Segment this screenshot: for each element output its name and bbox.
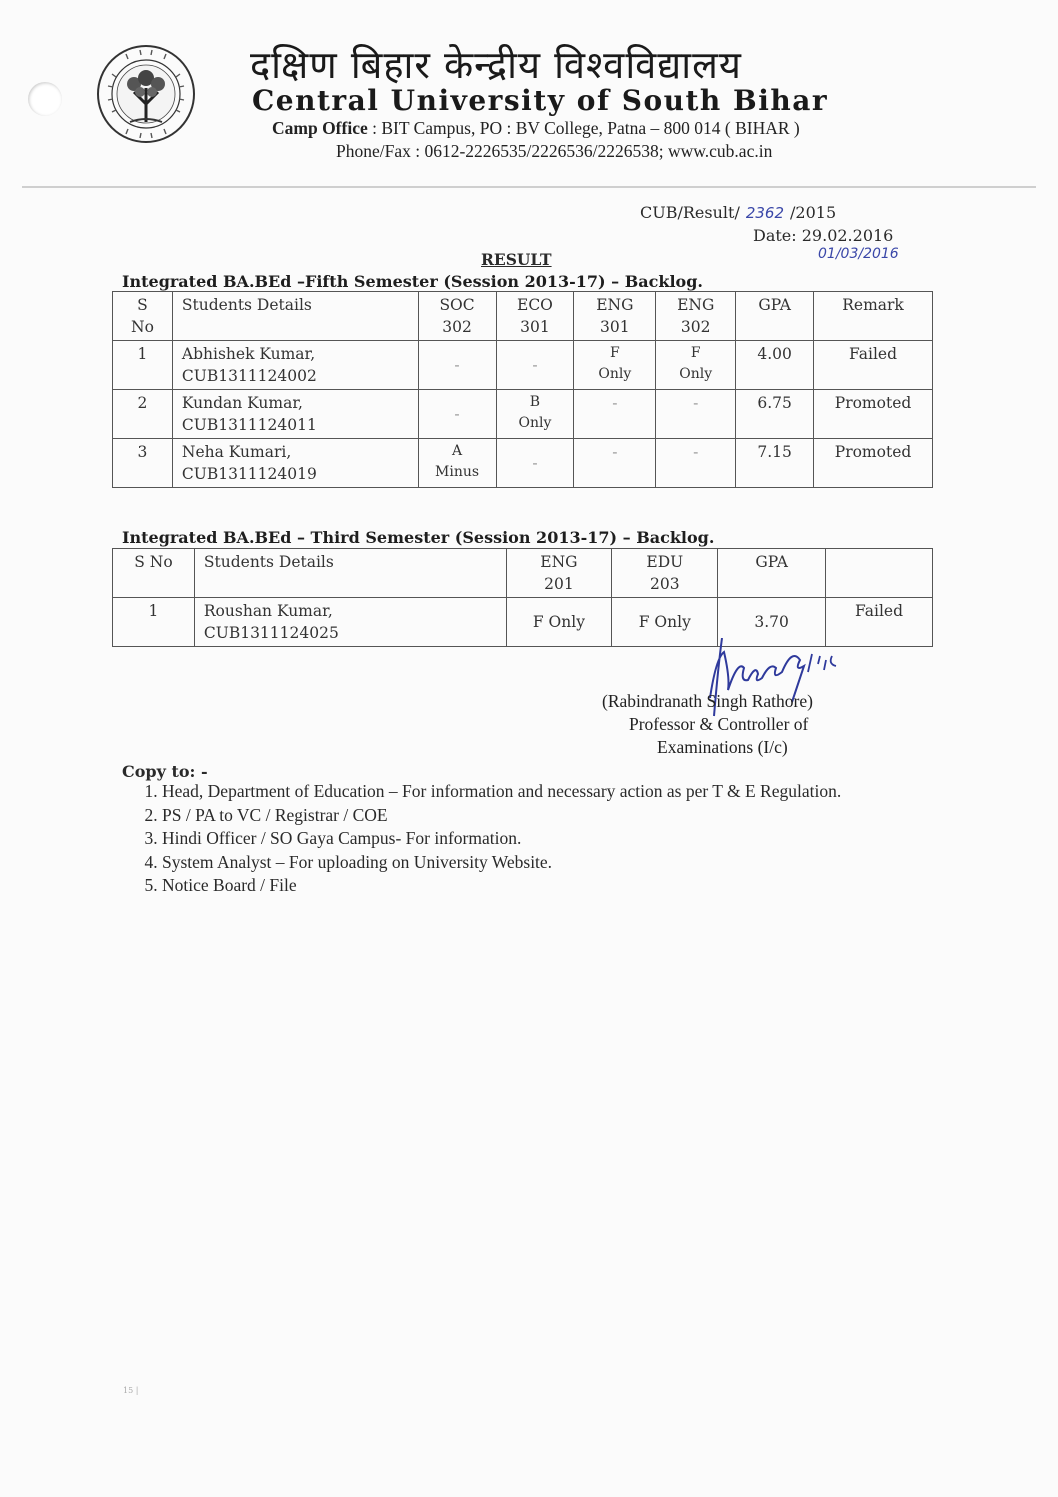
signatory-title-2: Examinations (I/c) <box>657 737 788 757</box>
grade-cell: - <box>656 390 736 439</box>
phone-fax-website: Phone/Fax : 0612-2226535/2226536/2226538; www.cub.ac.in <box>336 141 773 161</box>
grade-cell: - <box>574 439 656 488</box>
punch-hole <box>28 82 62 116</box>
header-cell: EDU 203 <box>612 549 718 598</box>
header-cell: GPA <box>736 292 814 341</box>
university-name-english: Central University of South Bihar <box>252 84 829 117</box>
third-semester-title: Integrated BA.BEd – Third Semester (Session 2013-17) – Backlog. <box>122 528 715 547</box>
grade-cell: - <box>496 439 574 488</box>
signatory-block <box>602 690 813 759</box>
student-details-cell: Neha Kumari, CUB1311124019 <box>172 439 418 488</box>
header-cell: SOC 302 <box>418 292 496 341</box>
copy-to-list <box>122 780 962 898</box>
list-item: 1. Head, Department of Education – For information and necessary action as per T & E Regulation. <box>162 780 962 804</box>
list-item: 2. PS / PA to VC / Registrar / COE <box>162 804 962 828</box>
list-item: 4. System Analyst – For uploading on University Website. <box>162 851 962 875</box>
grade-cell: F Only <box>656 341 736 390</box>
gpa-cell: 3.70 <box>718 598 826 647</box>
handwritten-date: 01/03/2016 <box>818 246 899 262</box>
sno-cell: 1 <box>113 598 195 647</box>
grade-cell: A Minus <box>418 439 496 488</box>
signatory-name: (Rabindranath Singh Rathore) <box>602 691 813 711</box>
gpa-cell: 4.00 <box>736 341 814 390</box>
header-cell: S No <box>113 549 195 598</box>
ref-year: /2015 <box>790 203 837 222</box>
header-cell: ECO 301 <box>496 292 574 341</box>
grade-cell: - <box>574 390 656 439</box>
svg-text:1/3/16: 1/3/16 <box>808 656 854 672</box>
table-row <box>113 390 933 439</box>
header-cell: Students Details <box>172 292 418 341</box>
header-cell: ENG 302 <box>656 292 736 341</box>
camp-office-detail: : BIT Campus, PO : BV College, Patna – 800 014 ( BIHAR ) <box>372 118 800 138</box>
university-seal-logo <box>96 44 196 144</box>
grade-cell: - <box>496 341 574 390</box>
sno-cell: 2 <box>113 390 173 439</box>
list-item: 3. Hindi Officer / SO Gaya Campus- For information. <box>162 827 962 851</box>
ref-prefix: CUB/Result/ <box>640 203 740 222</box>
student-details-cell: Abhishek Kumar, CUB1311124002 <box>172 341 418 390</box>
header-cell: ENG 201 <box>506 549 612 598</box>
grade-cell: - <box>418 341 496 390</box>
header-cell: S No <box>113 292 173 341</box>
header-divider <box>22 186 1036 188</box>
fifth-semester-title: Integrated BA.BEd –Fifth Semester (Session 2013-17) – Backlog. <box>122 272 703 291</box>
header-cell <box>826 549 933 598</box>
header-cell: GPA <box>718 549 826 598</box>
sno-cell: 1 <box>113 341 173 390</box>
header-cell: Remark <box>814 292 933 341</box>
remark-cell: Failed <box>814 341 933 390</box>
copy-to-label: Copy to: - <box>122 762 208 781</box>
reference-number <box>640 203 836 222</box>
table-row <box>113 341 933 390</box>
list-item: 5. Notice Board / File <box>162 874 962 898</box>
header-cell: ENG 301 <box>574 292 656 341</box>
university-name-hindi: दक्षिण बिहार केन्द्रीय विश्वविद्यालय <box>250 43 742 87</box>
grade-cell: F Only <box>612 598 718 647</box>
third-semester-table <box>112 548 933 647</box>
grade-cell: F Only <box>506 598 612 647</box>
fifth-semester-table <box>112 291 933 488</box>
header-cell: Students Details <box>194 549 506 598</box>
table-header-row <box>113 292 933 341</box>
table-row <box>113 439 933 488</box>
signatory-title-1: Professor & Controller of <box>629 714 809 734</box>
grade-cell: - <box>418 390 496 439</box>
result-heading: RESULT <box>481 250 552 269</box>
remark-cell: Promoted <box>814 390 933 439</box>
remark-cell: Promoted <box>814 439 933 488</box>
grade-cell: F Only <box>574 341 656 390</box>
grade-cell: B Only <box>496 390 574 439</box>
gpa-cell: 6.75 <box>736 390 814 439</box>
student-details-cell: Roushan Kumar, CUB1311124025 <box>194 598 506 647</box>
table-header-row <box>113 549 933 598</box>
camp-office-label: Camp Office <box>272 118 368 138</box>
camp-office-address <box>272 118 800 139</box>
page-footer: 15 | <box>123 1386 139 1395</box>
sno-cell: 3 <box>113 439 173 488</box>
gpa-cell: 7.15 <box>736 439 814 488</box>
document-date: Date: 29.02.2016 <box>753 226 894 245</box>
ref-number-handwritten: 2362 <box>745 204 785 222</box>
grade-cell: - <box>656 439 736 488</box>
student-details-cell: Kundan Kumar, CUB1311124011 <box>172 390 418 439</box>
remark-cell: Failed <box>826 598 933 647</box>
